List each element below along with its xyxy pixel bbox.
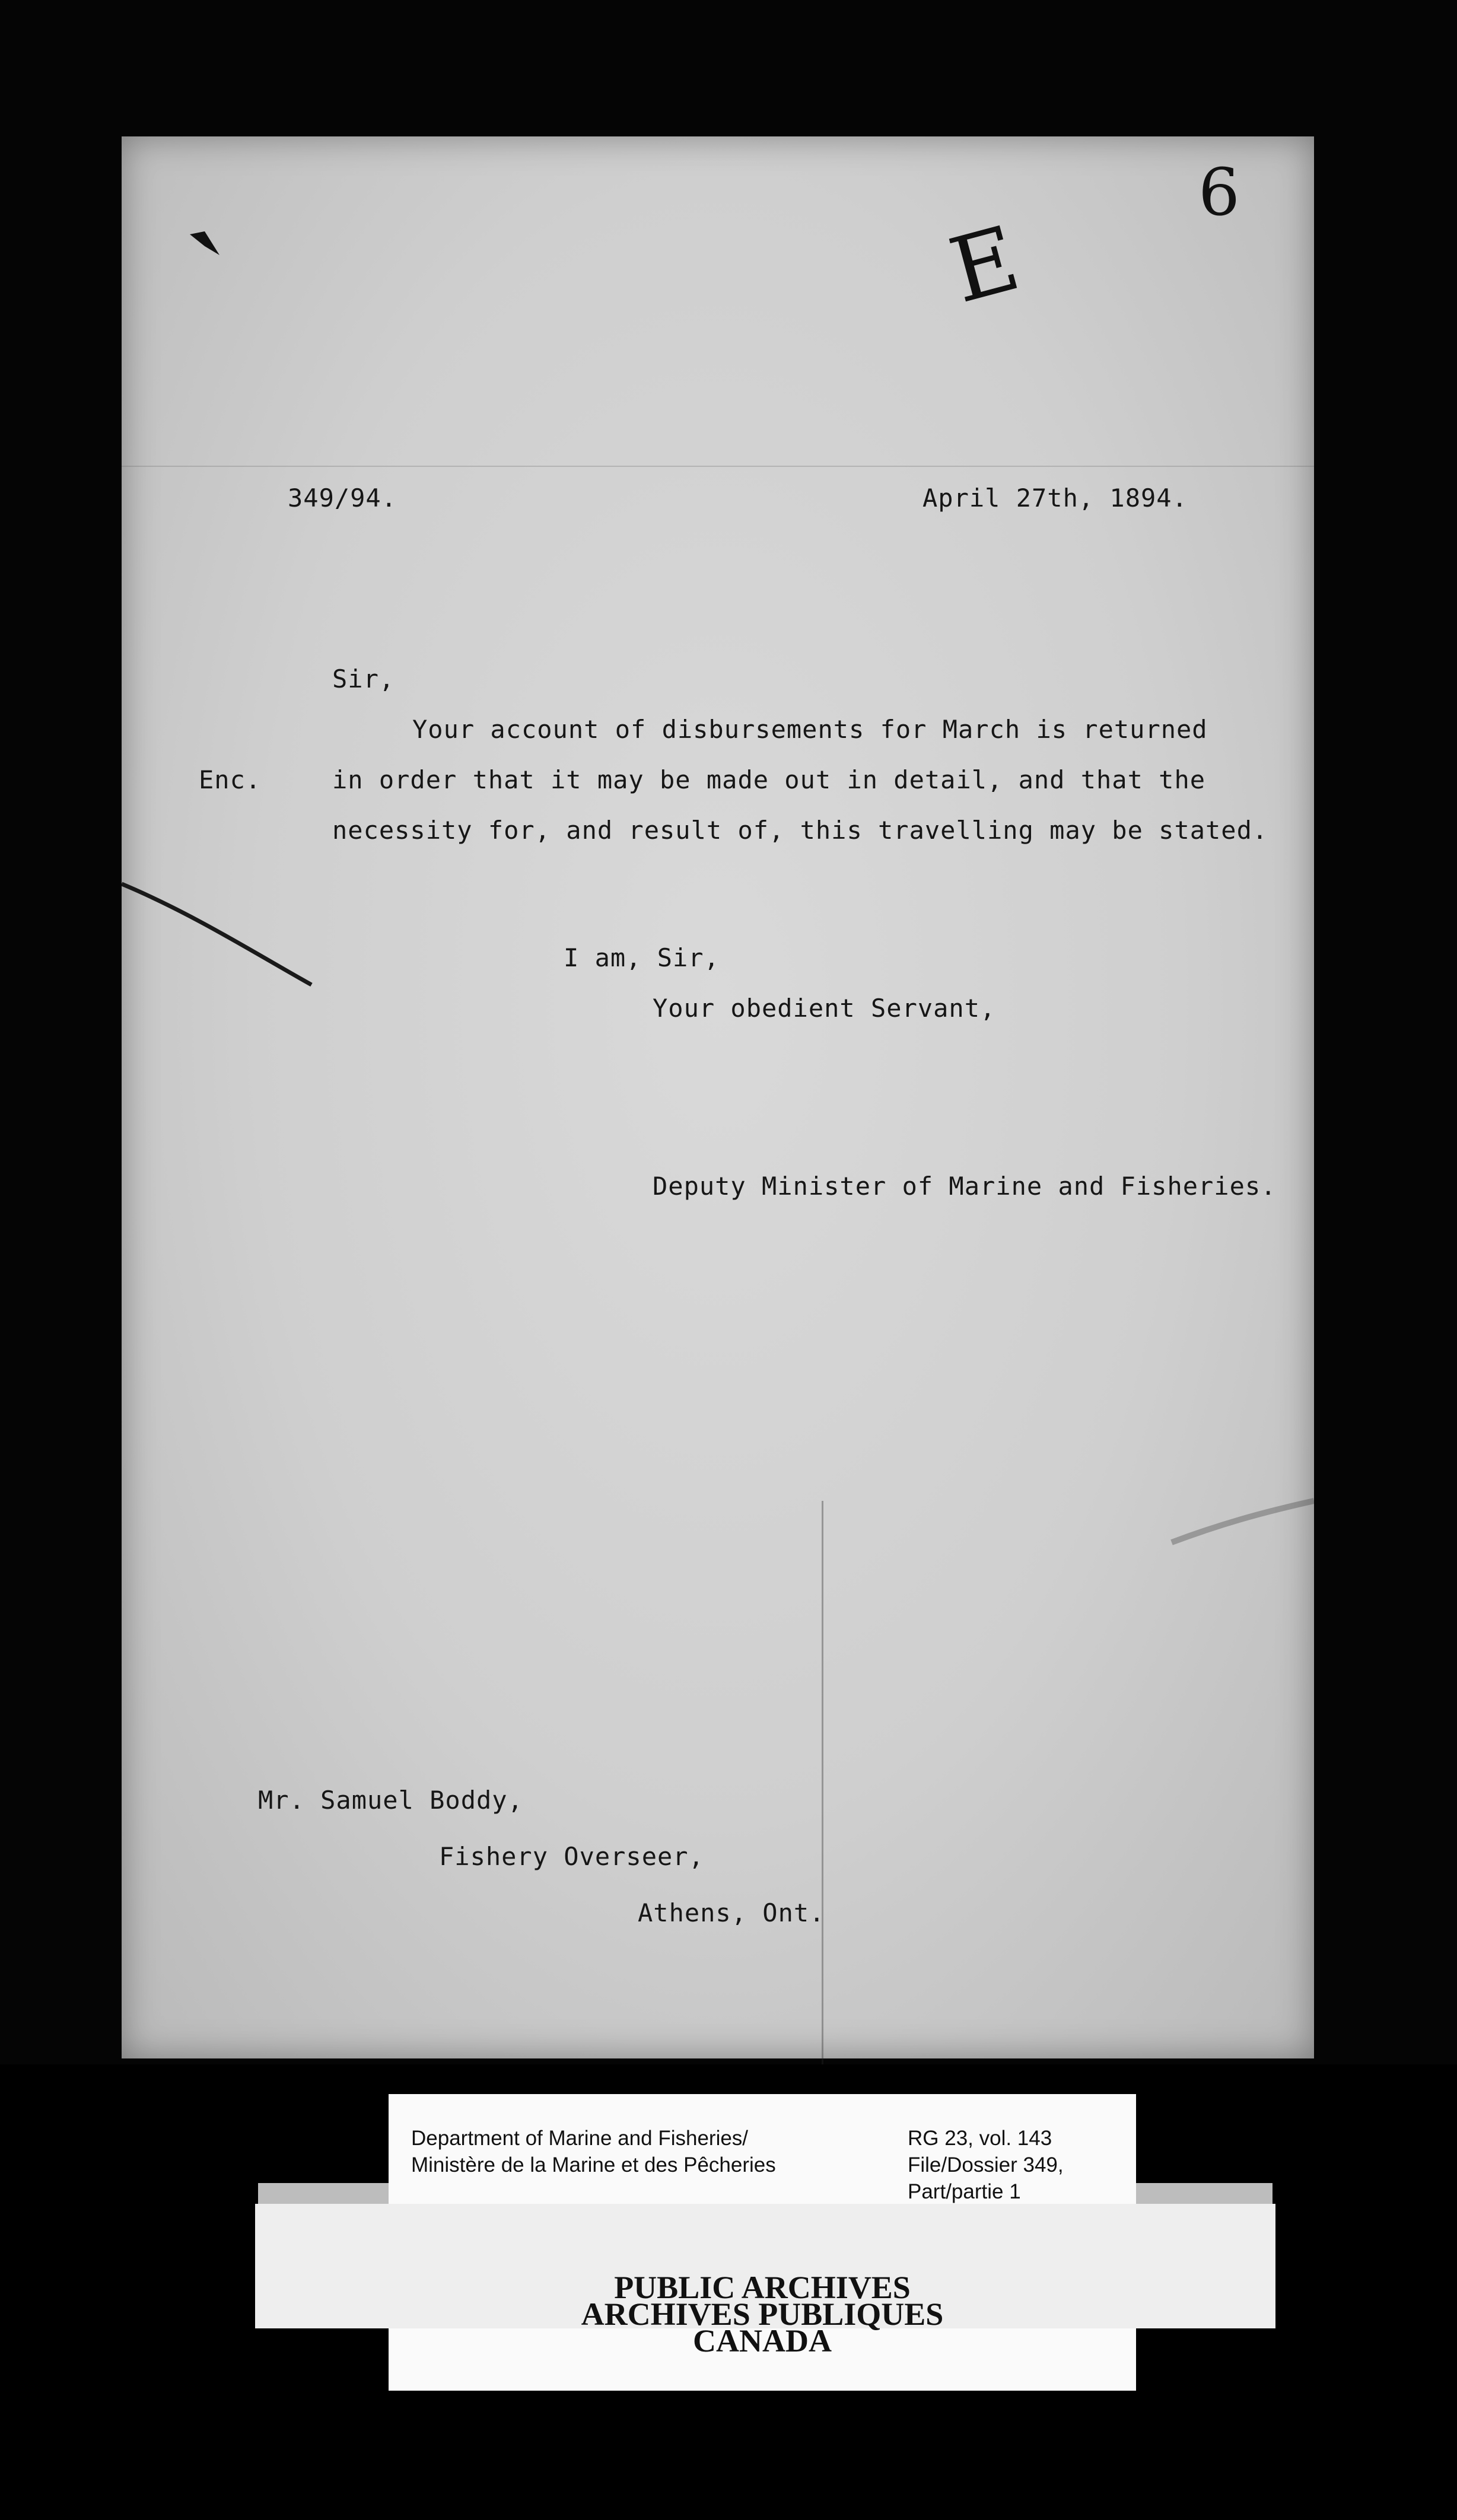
addressee-title: Fishery Overseer, xyxy=(439,1842,704,1871)
ref-line-1: RG 23, vol. 143 xyxy=(908,2127,1052,2150)
addressee-name: Mr. Samuel Boddy, xyxy=(258,1786,523,1815)
file-number: 349/94. xyxy=(288,483,397,513)
ref-line-3: Part/partie 1 xyxy=(908,2180,1021,2203)
signature-title: Deputy Minister of Marine and Fisheries. xyxy=(653,1172,1277,1201)
letter-page xyxy=(122,136,1314,2058)
enclosure-note: Enc. xyxy=(199,765,262,794)
stamp-line-1: PUBLIC ARCHIVES xyxy=(614,2270,911,2305)
dept-french: Ministère de la Marine et des Pêcheries xyxy=(411,2153,776,2177)
pencil-stroke xyxy=(122,136,1314,2058)
letter-date: April 27th, 1894. xyxy=(922,483,1188,513)
stamp-line-2: ARCHIVES PUBLIQUES xyxy=(581,2296,944,2332)
handwritten-mark: E xyxy=(940,206,1030,324)
dept-english: Department of Marine and Fisheries/ xyxy=(411,2127,749,2150)
stamp-line-3: CANADA xyxy=(693,2323,832,2359)
body-line-3: necessity for, and result of, this travelling may be stated. xyxy=(332,816,1268,845)
page-number-handwritten: 6 xyxy=(1198,154,1240,230)
salutation: Sir, xyxy=(332,664,395,693)
body-line-2: in order that it may be made out in detail, and that the xyxy=(332,765,1206,794)
addressee-place: Athens, Ont. xyxy=(638,1898,825,1927)
body-line-1: Your account of disbursements for March is returned xyxy=(412,715,1208,744)
ref-line-2: File/Dossier 349, xyxy=(908,2153,1064,2177)
closing-line-2: Your obedient Servant, xyxy=(653,994,996,1023)
closing-line-1: I am, Sir, xyxy=(564,943,720,972)
